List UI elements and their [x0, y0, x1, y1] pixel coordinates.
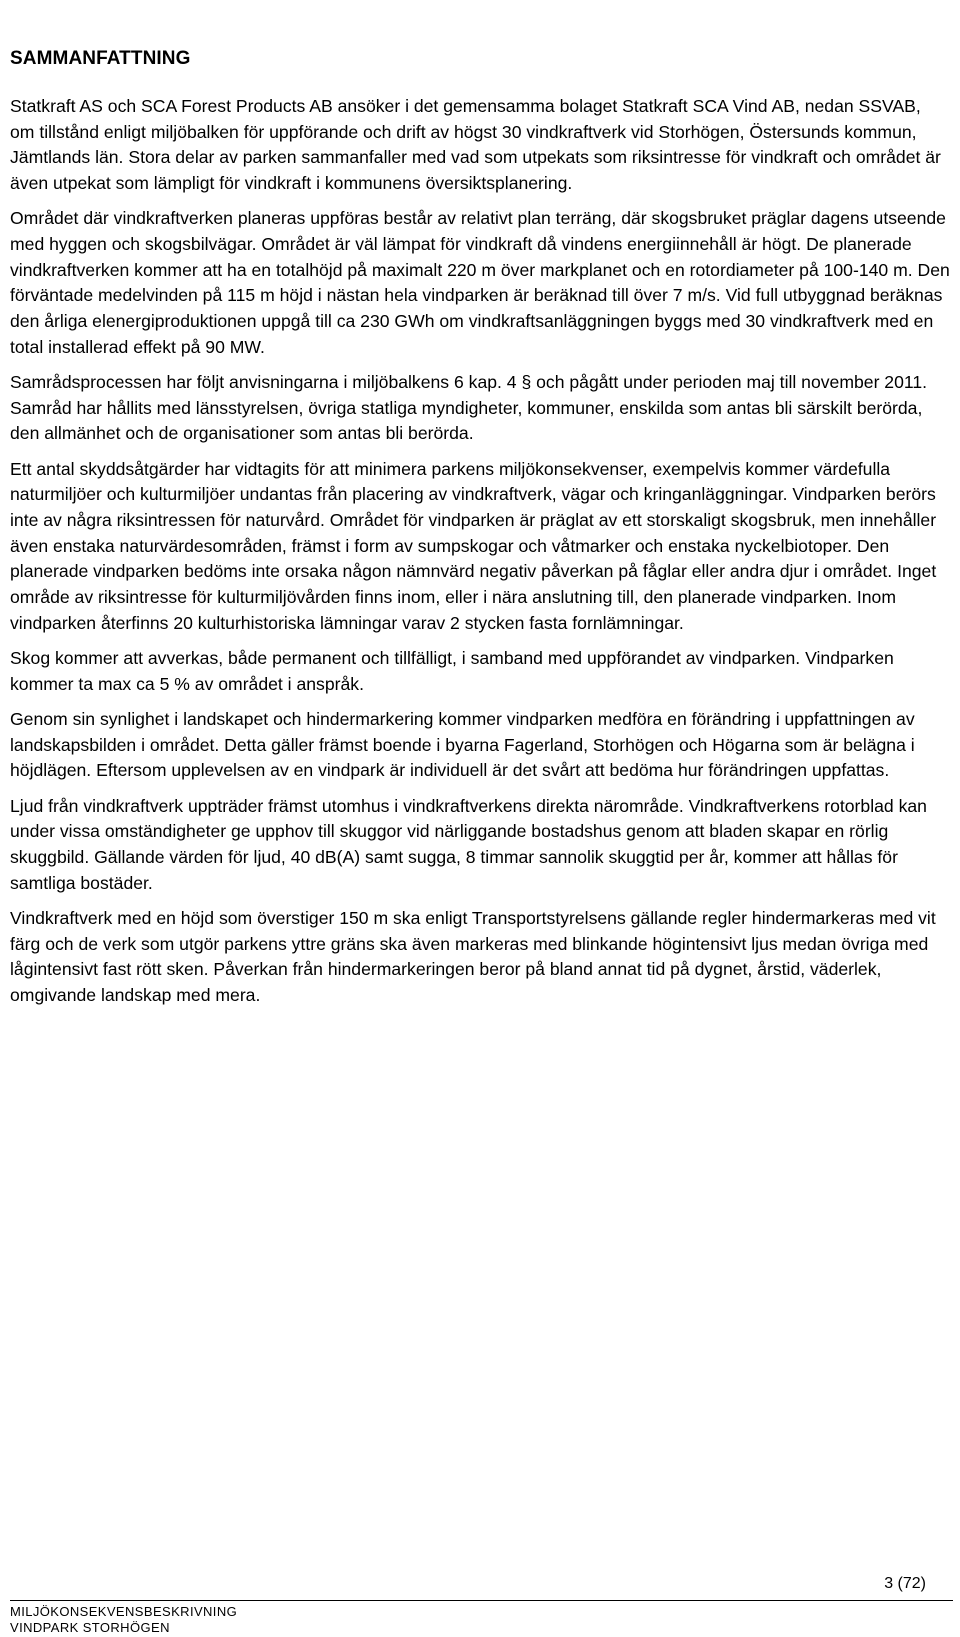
footer-divider: [10, 1600, 953, 1601]
page-number: 3 (72): [884, 1575, 926, 1592]
paragraph-area-description: Området där vindkraftverken planeras uppföras består av relativt plan terräng, där skogsbruket präglar dagens utseende med hyggen och skogsbilvägar. Området är väl lämpat för vindkraft då vindens energiinnehåll är högt. De planerade vindkraftverken kommer att ha en totalhöjd på maximalt 220 m över markplanet och en rotordiameter på 100-140 m. Den förväntade medelvinden på 115 m höjd i nästan hela vindparken är beräknad till över 7 m/s. Vid full utbyggnad beräknas den årliga elenergiproduktionen uppgå till ca 230 GWh om vindkraftsanläggningen byggs med 30 vindkraftverk med en total installerad effekt på 90 MW.: [10, 208, 950, 357]
paragraph-obstacle-marking: Vindkraftverk med en höjd som överstiger 150 m ska enligt Transportstyrelsens gällande regler hindermarkeras med vit färg och de verk som utgör parkens yttre gräns ska även markeras med blinkande högintensivt ljus medan övriga med lågintensivt fast rött sken. Påverkan från hindermarkeringen beror på bland annat tid på dygnet, årstid, väderlek, omgivande landskap med mera.: [10, 907, 936, 1005]
footer-project-name: VINDPARK STORHÖGEN: [10, 1620, 170, 1635]
paragraph-introduction: Statkraft AS och SCA Forest Products AB ansöker i det gemensamma bolaget Statkraft SCA Vind AB, nedan SSVAB, om tillstånd enligt miljöbalken för uppförande och drift av högst 30 vindkraftverk vid Storhögen, Östersunds kommun, Jämtlands län. Stora delar av parken sammanfaller med vad som utpekats som riksintresse för vindkraft och området är även utpekat som lämpligt för vindkraft i kommunens översiktsplanering.: [10, 96, 941, 194]
paragraph-landscape: Genom sin synlighet i landskapet och hindermarkering kommer vindparken medföra en förändring i uppfattningen av landskapsbilden i området. Detta gäller främst boende i byarna Fagerland, Storhögen och Högarna som är belägna i höjdlägen. Eftersom upplevelsen av en vindpark är individuell är det svårt att bedöma hur förändringen uppfattas.: [10, 708, 915, 781]
paragraph-noise-shadow: Ljud från vindkraftverk uppträder främst utomhus i vindkraftverkens direkta närområde. Vindkraftverkens rotorblad kan under vissa omständigheter ge upphov till skuggor vid närliggande bostadshus genom att bladen skapar en rörlig skuggbild. Gällande värden för ljud, 40 dB(A) samt sugga, 8 timmar sannolik skuggtid per år, kommer att hållas för samtliga bostäder.: [10, 795, 927, 893]
paragraph-forest: Skog kommer att avverkas, både permanent och tillfälligt, i samband med uppförandet av vindparken. Vindparken kommer ta max ca 5 % av området i anspråk.: [10, 648, 894, 694]
paragraph-protective-measures: Ett antal skyddsåtgärder har vidtagits för att minimera parkens miljökonsekvenser, exempelvis kommer värdefulla naturmiljöer och kulturmiljöer undantas från placering av vindkraftverk, vägar och kringanläggningar. Vindparken berörs inte av några riksintressen för naturvård. Området för vindparken är präglat av ett storskaligt skogsbruk, men innehåller även enstaka naturvärdesområden, främst i form av sumpskogar och våtmarker och enstaka nyckelbiotoper. Den planerade vindparken bedöms inte orsaka någon nämnvärd negativ påverkan på fåglar eller andra djur i området. Inget område av riksintresse för kulturmiljövården finns inom, eller i nära anslutning till, den planerade vindparken. Inom vindparken återfinns 20 kulturhistoriska lämningar varav 2 stycken fasta fornlämningar.: [10, 458, 937, 633]
body-text: [10, 94, 950, 1018]
paragraph-consultation: Samrådsprocessen har följt anvisningarna i miljöbalkens 6 kap. 4 § och pågått under perioden maj till november 2011. Samråd har hållits med länsstyrelsen, övriga statliga myndigheter, kommuner, enskilda som antas bli särskilt berörda, den allmänhet och de organisationer som antas bli berörda.: [10, 372, 928, 444]
section-heading: SAMMANFATTNING: [10, 48, 191, 69]
footer-document-title: MILJÖKONSEKVENSBESKRIVNING: [10, 1604, 238, 1619]
